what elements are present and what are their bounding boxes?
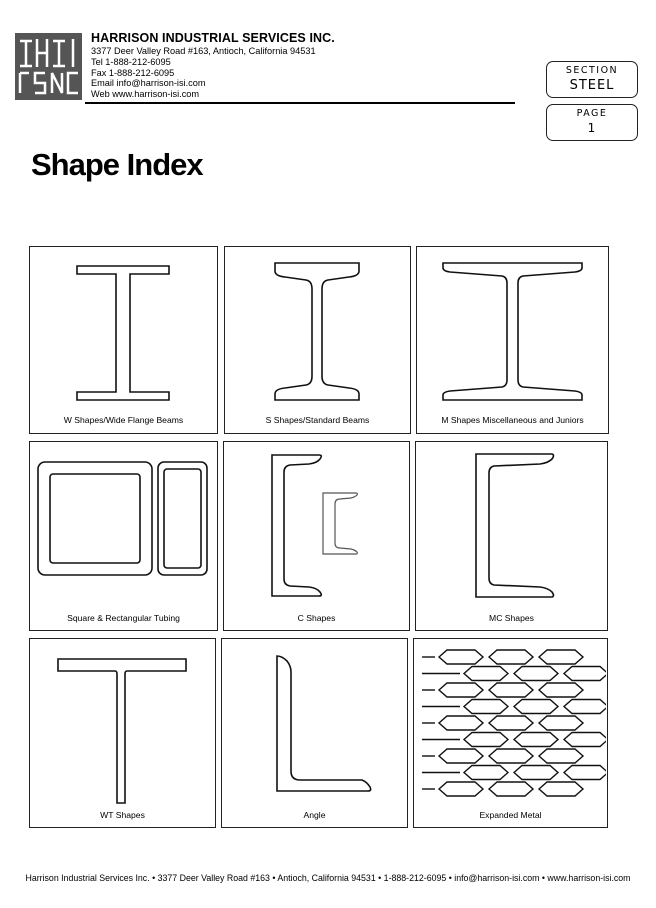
- shape-card-c: [223, 441, 410, 631]
- shape-caption: S Shapes/Standard Beams: [265, 415, 370, 425]
- m-beam-icon: [417, 247, 607, 417]
- shape-caption: WT Shapes: [100, 810, 145, 820]
- shape-card-s: [224, 246, 411, 434]
- mesh-cell: [564, 766, 606, 780]
- mesh-cell: [489, 782, 533, 796]
- mesh-cell: [539, 782, 583, 796]
- mesh-cell: [439, 782, 483, 796]
- shape-caption: W Shapes/Wide Flange Beams: [63, 415, 184, 425]
- shape-card-tubing: [29, 441, 218, 631]
- mc-channel-icon: [416, 442, 606, 614]
- mesh-cell: [439, 716, 483, 730]
- mesh-cell: [539, 683, 583, 697]
- shape-card-expanded-metal: [413, 638, 608, 828]
- section-label: SECTION: [565, 65, 619, 76]
- header-rule: [85, 102, 515, 104]
- mesh-cell: [514, 667, 558, 681]
- mesh-cell: [514, 766, 558, 780]
- company-email: Email info@harrison-isi.com: [91, 78, 206, 89]
- mesh-cell: [539, 749, 583, 763]
- mesh-cell: [539, 650, 583, 664]
- tubing-icon: [30, 442, 216, 614]
- shape-card-w: [29, 246, 218, 434]
- shape-card-mc: [415, 441, 608, 631]
- shape-caption: M Shapes Miscellaneous and Juniors: [441, 415, 584, 425]
- mesh-cell: [564, 700, 606, 714]
- mesh-cell: [564, 667, 606, 681]
- page-tag: [546, 104, 638, 141]
- company-tel: Tel 1-888-212-6095: [91, 56, 171, 67]
- shape-caption: Square & Rectangular Tubing: [67, 613, 180, 623]
- mesh-cell: [514, 733, 558, 747]
- mesh-cell: [489, 749, 533, 763]
- section-value: STEEL: [569, 78, 615, 93]
- tee-icon: [30, 639, 214, 811]
- shape-caption: Angle: [303, 810, 326, 820]
- channel-icon: [224, 442, 408, 614]
- mesh-cell: [439, 749, 483, 763]
- mesh-cell: [439, 683, 483, 697]
- company-fax: Fax 1-888-212-6095: [91, 67, 175, 78]
- mesh-cell: [464, 733, 508, 747]
- mesh-cell: [489, 683, 533, 697]
- company-logo: [15, 33, 82, 100]
- shape-caption: Expanded Metal: [479, 810, 542, 820]
- page-label: PAGE: [576, 108, 608, 119]
- mesh-cell: [489, 650, 533, 664]
- company-address: 3377 Deer Valley Road #163, Antioch, California 94531: [91, 46, 316, 56]
- company-web: Web www.harrison-isi.com: [91, 89, 200, 100]
- company-info: [91, 31, 335, 100]
- shape-caption: MC Shapes: [489, 613, 534, 623]
- shape-card-angle: [221, 638, 408, 828]
- angle-icon: [222, 639, 406, 811]
- page-footer: Harrison Industrial Services Inc. • 3377 Deer Valley Road #163 • Antioch, California 94531 • 1-888-212-6095 • info@harrison-isi.com • www.harrison-isi.com: [25, 873, 631, 883]
- page-title: Shape Index: [31, 147, 203, 182]
- page-number: 1: [587, 121, 597, 135]
- mesh-cell: [439, 650, 483, 664]
- mesh-cell: [539, 716, 583, 730]
- expanded-metal-icon: [414, 639, 606, 811]
- shape-caption: C Shapes: [297, 613, 336, 623]
- w-beam-icon: [30, 247, 216, 417]
- s-beam-icon: [225, 247, 409, 417]
- mesh-cell: [489, 716, 533, 730]
- company-name: HARRISON INDUSTRIAL SERVICES INC.: [91, 31, 335, 45]
- mesh-cell: [464, 700, 508, 714]
- mesh-cell: [464, 766, 508, 780]
- mesh-cell: [464, 667, 508, 681]
- shape-card-m: [416, 246, 609, 434]
- shape-card-wt: [29, 638, 216, 828]
- section-tag: [546, 61, 638, 98]
- mesh-cell: [564, 733, 606, 747]
- mesh-cell: [514, 700, 558, 714]
